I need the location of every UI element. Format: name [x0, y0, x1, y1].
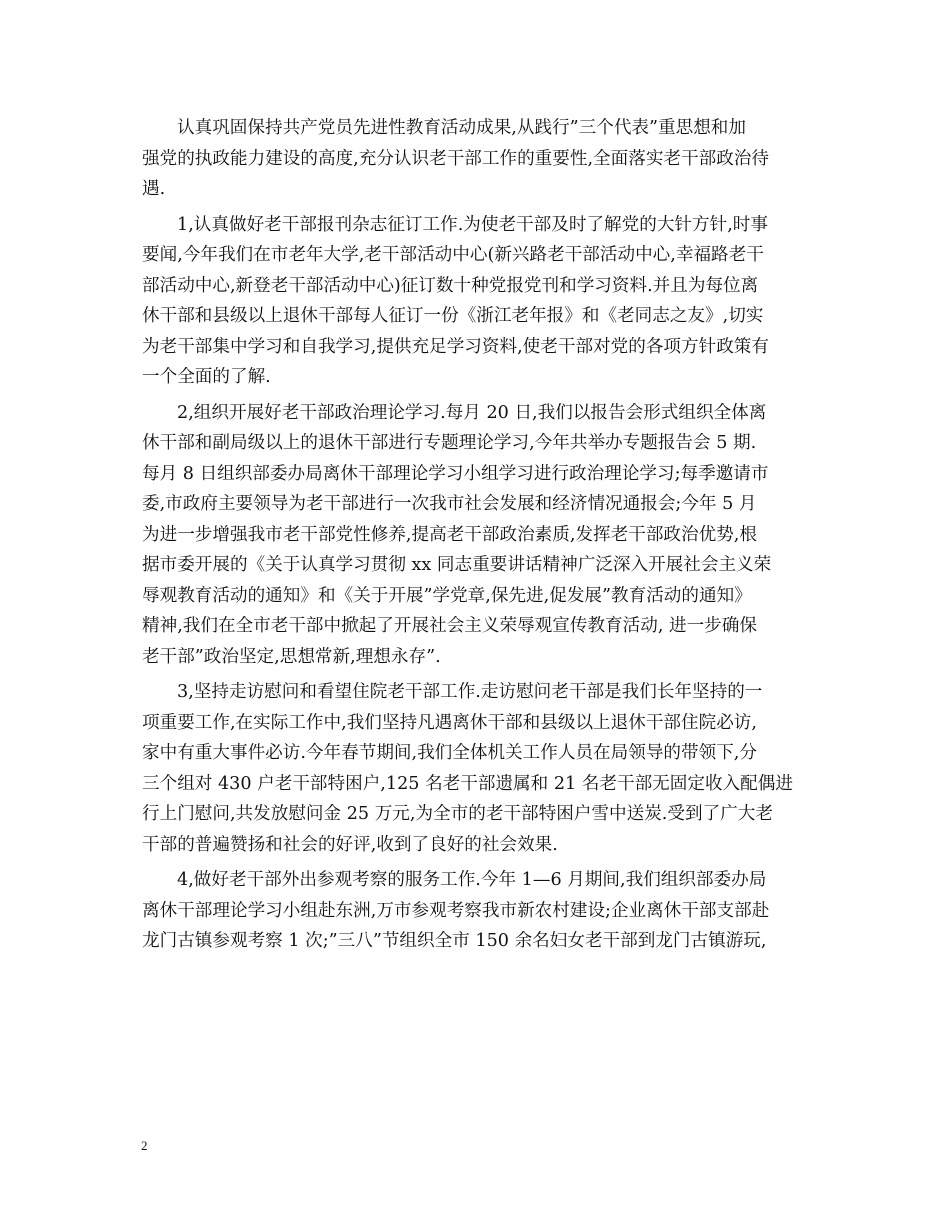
paragraph	[142, 210, 810, 393]
text-line: 遇.	[142, 179, 166, 199]
text-line: 辱观教育活动的通知》和《关于开展”学党章,保先进,促发展”教育活动的通知》	[142, 585, 752, 606]
page-number: 2	[141, 1138, 148, 1153]
text-line: 项重要工作,在实际工作中,我们坚持凡遇离休干部和县级以上退休干部住院必访,	[142, 712, 757, 733]
text-line: 一个全面的了解.	[142, 367, 271, 387]
text-line: 干部的普遍赞扬和社会的好评,收到了良好的社会效果.	[142, 834, 558, 855]
text-line: 每月 8 日组织部委办局离休干部理论学习小组学习进行政治理论学习;每季邀请市	[142, 463, 769, 484]
text-line: 要闻,今年我们在市老年大学,老干部活动中心(新兴路老干部活动中心,幸福路老干	[142, 245, 764, 265]
document-body	[142, 113, 810, 957]
text-line: 1,认真做好老干部报刊杂志征订工作.为使老干部及时了解党的大针方针,时事	[177, 214, 768, 235]
paragraph	[142, 398, 810, 673]
text-line: 老干部”政治坚定,思想常新,理想永存”.	[142, 646, 441, 667]
text-line: 为进一步增强我市老干部党性修养,提高老干部政治素质,发挥老干部政治优势,根	[142, 524, 757, 545]
paragraph	[142, 113, 810, 205]
text-line: 三个组对 430 户老干部特困户,125 名老干部遗属和 21 名老干部无固定收入配偶进	[142, 773, 793, 794]
text-line: 精神,我们在全市老干部中掀起了开展社会主义荣辱观宣传教育活动, 进一步确保	[142, 616, 757, 636]
text-line: 认真巩固保持共产党员先进性教育活动成果,从践行”三个代表”重思想和加	[177, 118, 746, 138]
text-line: 龙门古镇参观考察 1 次;”三八”节组织全市 150 余名妇女老干部到龙门古镇游玩,	[142, 931, 767, 951]
text-line: 2,组织开展好老干部政治理论学习.每月 20 日,我们以报告会形式组织全体离	[177, 402, 767, 423]
text-line: 休干部和副局级以上的退休干部进行专题理论学习,今年共举办专题报告会 5 期.	[142, 433, 757, 453]
text-line: 3,坚持走访慰问和看望住院老干部工作.走访慰问老干部是我们长年坚持的一	[177, 682, 763, 702]
text-line: 行上门慰问,共发放慰问金 25 万元,为全市的老干部特困户雪中送炭.受到了广大老	[142, 804, 773, 824]
text-line: 据市委开展的《关于认真学习贯彻 xx 同志重要讲话精神广泛深入开展社会主义荣	[142, 555, 772, 575]
text-line: 离休干部理论学习小组赴东洲,万市参观考察我市新农村建设;企业离休干部支部赴	[142, 900, 770, 921]
text-line: 强党的执政能力建设的高度,充分认识老干部工作的重要性,全面落实老干部政治待	[142, 148, 769, 169]
text-line: 部活动中心,新登老干部活动中心)征订数十种党报党刊和学习资料.并且为每位离	[142, 275, 759, 296]
text-line: 家中有重大事件必访.今年春节期间,我们全体机关工作人员在局领导的带领下,分	[142, 743, 757, 763]
paragraph	[142, 677, 810, 860]
text-line: 委,市政府主要领导为老干部进行一次我市社会发展和经济情况通报会;今年 5 月	[142, 494, 757, 514]
text-line: 休干部和县级以上退休干部每人征订一份《浙江老年报》和《老同志之友》,切实	[142, 306, 764, 326]
text-line: 为老干部集中学习和自我学习,提供充足学习资料,使老干部对党的各项方针政策有	[142, 336, 769, 357]
text-line: 4,做好老干部外出参观考察的服务工作.今年 1—6 月期间,我们组织部委办局	[177, 870, 767, 890]
paragraph	[142, 865, 810, 957]
